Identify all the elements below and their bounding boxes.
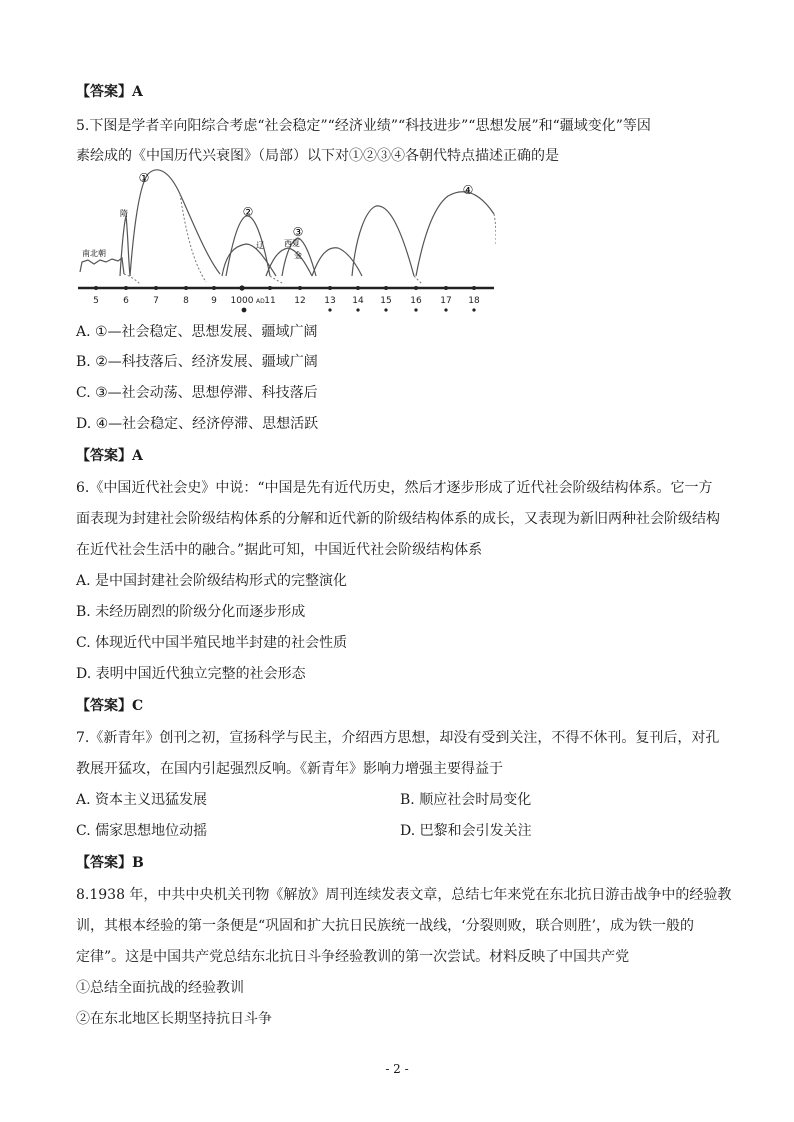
curve-yuan — [312, 248, 362, 276]
label-nanbeichao: 南北朝 — [82, 249, 106, 258]
answer-q4: 【答案】A — [76, 84, 143, 100]
tick-8: 8 — [183, 296, 189, 306]
tick-16: 16 — [410, 296, 422, 306]
q7-stem-line2: 教展开猛攻，在国内引起强烈反响。《新青年》影响力增强主要得益于 — [76, 761, 503, 777]
label-sui: 隋 — [120, 209, 128, 218]
q7-stem-line1: 7.《新青年》创刊之初，宣扬科学与民主，介绍西方思想，却没有受到关注，不得不休刊。复刊后，对孔 — [76, 730, 720, 746]
q8-item-2: ②在东北地区长期坚持抗日斗争 — [76, 1011, 272, 1027]
answer-q5: 【答案】A — [76, 448, 143, 464]
q5-option-d[interactable]: D. ④—社会稳定、经济停滞、思想活跃 — [76, 416, 319, 432]
q6-option-b[interactable]: B. 未经历剧烈的阶级分化而逐步形成 — [76, 604, 306, 620]
q6-stem-line2: 面表现为封建社会阶级结构体系的分解和近代新的阶级结构体系的成长，又表现为新旧两种社会阶级结构 — [76, 511, 720, 527]
tick-18: 18 — [468, 296, 480, 306]
q5-stem-line1: 5.下图是学者辛向阳综合考虑“社会稳定”“经济业绩”“科技进步”“思想发展”和“疆域变化”等因 — [76, 118, 651, 134]
label-liao: 辽 — [256, 241, 264, 250]
q8-stem-line2: 训，其根本经验的第一条便是“巩固和扩大抗日民族统一战线，‘分裂则败，联合则胜’，成为铁一般的 — [76, 918, 695, 934]
label-curve-3: ③ — [292, 225, 304, 239]
q5-option-b[interactable]: B. ②—科技落后、经济发展、疆域广阔 — [76, 354, 318, 370]
q8-item-1: ①总结全面抗战的经验教训 — [76, 980, 244, 996]
q6-stem-line3: 在近代社会生活中的融合。”据此可知，中国近代社会阶级结构体系 — [76, 542, 483, 558]
curve-1 — [130, 170, 220, 276]
q7-option-c[interactable]: C. 儒家思想地位动摇 — [76, 823, 208, 839]
tick-5: 5 — [93, 296, 99, 306]
label-jin: 金 — [294, 251, 302, 260]
answer-q7: 【答案】B — [76, 855, 144, 871]
q7-option-b[interactable]: B. 顺应社会时局变化 — [400, 792, 532, 808]
answer-q6: 【答案】C — [76, 698, 144, 714]
curve-nanbeichao — [80, 258, 124, 274]
q5-stem-line2: 素绘成的《中国历代兴衰图》（局部）以下对①②③④各朝代特点描述正确的是 — [76, 148, 559, 164]
tick-1000: 1000 — [230, 296, 254, 306]
q5-option-a[interactable]: A. ①—社会稳定、思想发展、疆域广阔 — [76, 324, 318, 340]
tick-17: 17 — [440, 296, 452, 306]
q8-stem-line1: 8.1938 年，中共中央机关刊物《解放》周刊连续发表文章，总结七年来党在东北抗日游击战争中的经验教 — [76, 887, 732, 903]
tick-7: 7 — [153, 296, 159, 306]
tick-9: 9 — [211, 296, 217, 306]
tick-15: 15 — [380, 296, 392, 306]
curve-4 — [416, 192, 494, 276]
tick-13: 13 — [324, 296, 336, 306]
q6-option-c[interactable]: C. 体现近代中国半殖民地半封建的社会性质 — [76, 635, 348, 651]
tick-6: 6 — [123, 296, 129, 306]
q6-option-a[interactable]: A. 是中国封建社会阶级结构形式的完整演化 — [76, 573, 348, 589]
label-xixia: 西夏 — [284, 239, 300, 248]
tick-14: 14 — [352, 296, 364, 306]
curve-sui — [120, 216, 130, 276]
q5-option-c[interactable]: C. ③—社会动荡、思想停滞、科技落后 — [76, 385, 318, 401]
page-number: - 2 - — [385, 1062, 409, 1076]
q8-stem-line3: 定律”。这是中国共产党总结东北抗日斗争经验教训的第一次尝试。材料反映了中国共产党 — [76, 949, 630, 965]
label-curve-2: ② — [242, 205, 254, 219]
tick-12: 12 — [294, 296, 306, 306]
label-curve-4: ④ — [462, 183, 474, 197]
q7-option-a[interactable]: A. 资本主义迅猛发展 — [76, 792, 208, 808]
label-curve-1: ① — [138, 171, 150, 185]
tick-11: 11 — [264, 296, 276, 306]
q6-option-d[interactable]: D. 表明中国近代独立完整的社会形态 — [76, 666, 306, 682]
q6-stem-line1: 6.《中国近代社会史》中说：“中国是先有近代历史，然后才逐步形成了近代社会阶级结构体系。它一方 — [76, 480, 713, 496]
rise-decline-chart — [76, 164, 496, 314]
tick-suffix-ad: AD — [256, 298, 265, 305]
q7-option-d[interactable]: D. 巴黎和会引发关注 — [400, 823, 532, 839]
curve-ming — [352, 206, 414, 276]
